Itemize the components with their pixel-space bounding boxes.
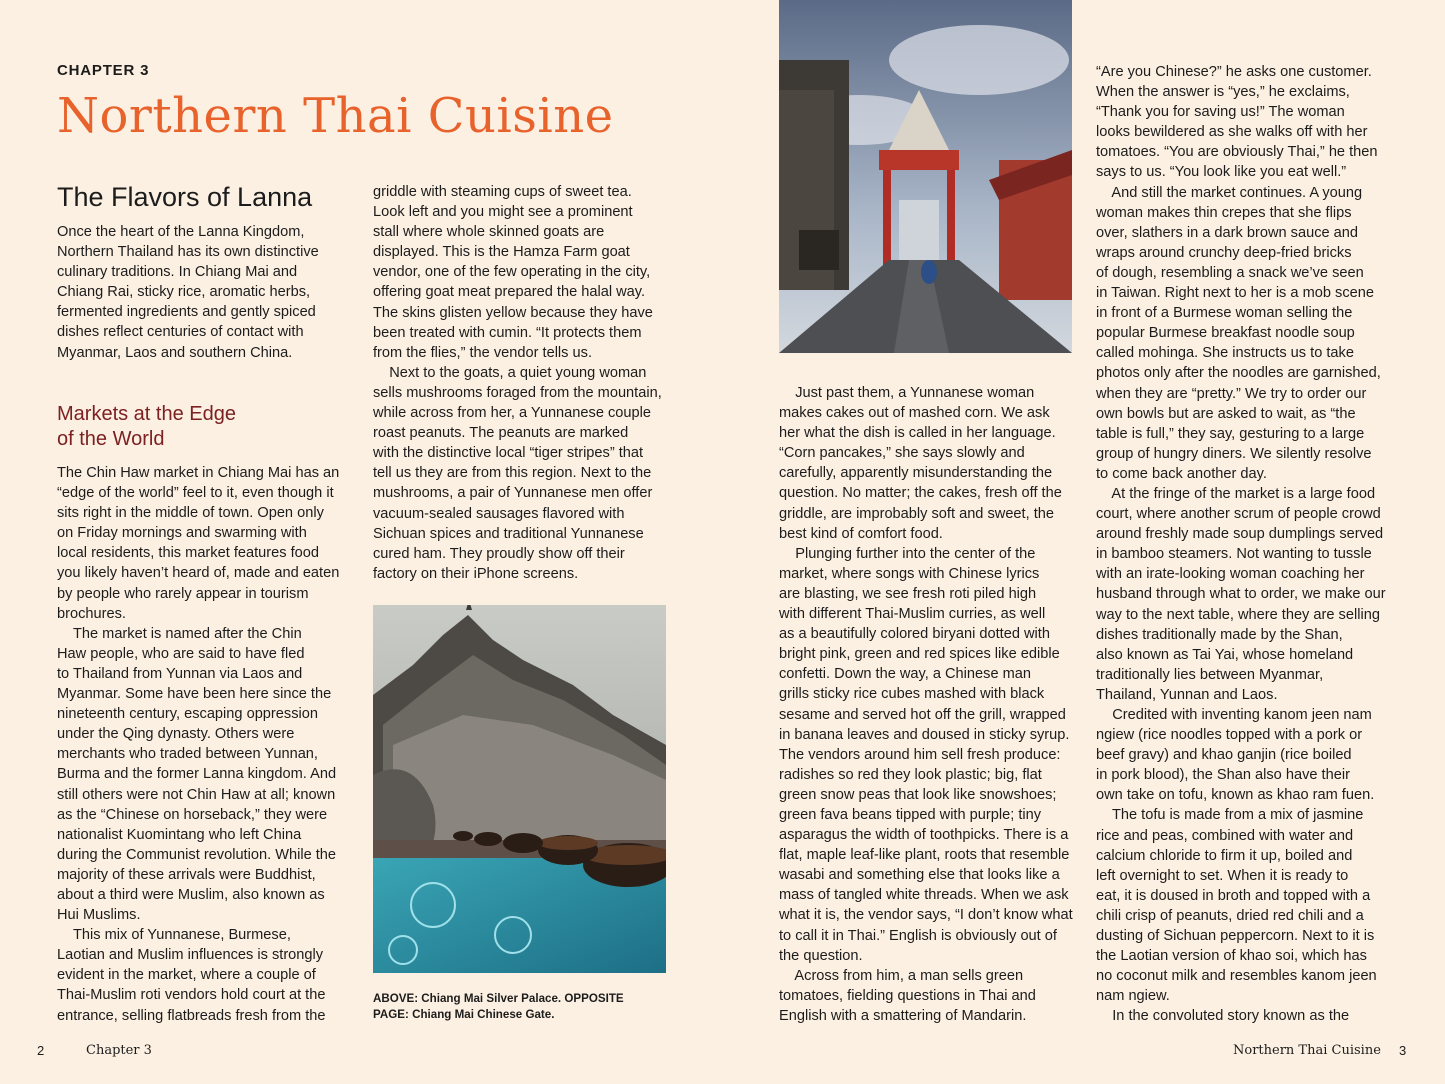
column-3-body	[779, 383, 1079, 1026]
text-line: The skins glisten yellow because they have	[373, 304, 653, 321]
chinese-gate-photo	[779, 0, 1072, 353]
text-line: Laotian and Muslim influences is strongly	[57, 947, 324, 964]
gate-illustration	[779, 0, 1072, 353]
silver-palace-photo	[373, 605, 666, 973]
text-line: merchants who traded between Yunnan,	[57, 746, 318, 763]
text-line: ngiew (rice noodles topped with a pork or	[1096, 727, 1363, 744]
text-line: Chiang Rai, sticky rice, aromatic herbs,	[57, 284, 311, 301]
text-line: to come back another day.	[1096, 465, 1267, 482]
text-line: from the flies,” the vendor tells us.	[373, 344, 592, 361]
text-line: in bamboo steamers. Not wanting to tussle	[1096, 546, 1372, 563]
text-line: confetti. Down the way, a Chinese man	[779, 666, 1032, 683]
text-line: while across from her, a Yunnanese couple	[373, 405, 651, 422]
text-line: over, slathers in a dark brown sauce and	[1096, 224, 1359, 241]
text-line: And still the market continues. A young	[1096, 184, 1363, 201]
text-line: no coconut milk and resembles kanom jeen	[1096, 968, 1377, 985]
text-line: popular Burmese breakfast noodle soup	[1096, 325, 1355, 342]
text-line: “Thank you for saving us!” The woman	[1096, 104, 1345, 121]
text-line: cured ham. They proudly show off their	[373, 545, 625, 562]
text-line: mass of tangled white threads. When we ask	[779, 887, 1069, 904]
text-line: Look left and you might see a prominent	[373, 204, 633, 221]
text-line: dishes traditionally made by the Shan,	[1096, 626, 1343, 643]
page-title: Northern Thai Cuisine	[57, 88, 614, 144]
text-line: nationalist Kuomintang who left China	[57, 826, 302, 843]
text-line: been treated with cumin. “It protects them	[373, 324, 642, 341]
text-line: Hui Muslims.	[57, 907, 141, 924]
text-line: with the distinctive local “tiger stripes” that	[373, 445, 644, 462]
text-line: under the Qing dynasty. Others were	[57, 726, 295, 743]
text-line: to call it in Thai.” English is obviously out of	[779, 927, 1057, 944]
section-heading-markets: Markets at the Edge of the World	[57, 403, 236, 450]
text-line: At the fringe of the market is a large food	[1096, 485, 1376, 502]
text-line: eat, it is doused in broth and topped with a	[1096, 887, 1371, 904]
text-line: woman makes thin crepes that she flips	[1096, 204, 1352, 221]
text-line: sits right in the middle of town. Open only	[57, 505, 324, 522]
text-line: The market is named after the Chin	[57, 625, 302, 642]
text-line: way to the next table, where they are selling	[1096, 606, 1380, 623]
text-line: rice and peas, combined with water and	[1096, 827, 1354, 844]
text-line: English with a smattering of Mandarin.	[779, 1007, 1027, 1024]
text-line: displayed. This is the Hamza Farm goat	[373, 244, 630, 261]
text-line: around freshly made soup dumplings served	[1096, 526, 1384, 543]
text-line: to Thailand from Yunnan via Laos and	[57, 665, 303, 682]
left-running-footer: Chapter 3	[86, 1043, 152, 1058]
text-line: table is full,” they say, gesturing to a large	[1096, 425, 1365, 442]
text-line: calcium chloride to firm it up, boiled and	[1096, 847, 1353, 864]
text-line: wraps around crunchy deep-fried bricks	[1096, 244, 1352, 261]
column-2-body	[373, 182, 673, 584]
text-line: sesame and served hot off the grill, wrapped	[779, 706, 1066, 723]
text-line: wasabi and something else that looks like a	[779, 867, 1060, 884]
column-4-body	[1096, 62, 1396, 1027]
text-line: roast peanuts. The peanuts are marked	[373, 425, 629, 442]
text-line: grills sticky rice cubes mashed with black	[779, 686, 1045, 703]
text-line: stall where whole skinned goats are	[373, 224, 605, 241]
text-line: own bowls but are asked to wait, as “the	[1096, 405, 1356, 422]
text-line: says to us. “You look like you eat well.”	[1096, 164, 1347, 181]
text-line: group of hungry diners. We silently resolve	[1096, 445, 1372, 462]
text-line: sells mushrooms foraged from the mountain,	[373, 384, 662, 401]
left-page-number: 2	[37, 1043, 45, 1058]
text-line: This mix of Yunnanese, Burmese,	[57, 927, 291, 944]
text-line: Across from him, a man sells green	[779, 967, 1024, 984]
text-line: Just past them, a Yunnanese woman	[779, 385, 1035, 401]
text-line: the question.	[779, 947, 863, 964]
text-line: about a third were Muslim, also known as	[57, 886, 325, 903]
text-line: makes cakes out of mashed corn. We ask	[779, 405, 1050, 422]
text-line: as a beautifully colored biryani dotted with	[779, 626, 1050, 643]
text-line: her what the dish is called in her language.	[779, 425, 1056, 442]
text-line: In the convoluted story known as the	[1096, 1008, 1350, 1025]
text-line: factory on their iPhone screens.	[373, 565, 579, 582]
text-line: best kind of comfort food.	[779, 525, 943, 542]
text-line: asparagus the width of toothpicks. There is a	[779, 827, 1069, 844]
text-line: what it is, the vendor says, “I don’t know what	[779, 907, 1073, 924]
text-line: photos only after the noodles are garnished,	[1096, 365, 1381, 382]
text-line: of dough, resembling a snack we’ve seen	[1096, 264, 1364, 281]
text-line: When the answer is “yes,” he exclaims,	[1096, 84, 1350, 101]
text-line: “Corn pancakes,” she says slowly and	[779, 445, 1025, 462]
text-line: Plunging further into the center of the	[779, 545, 1036, 562]
text-line: on Friday mornings and swarming with	[57, 525, 307, 542]
text-line: when they are “pretty.” We try to order our	[1096, 385, 1367, 402]
text-line: local residents, this market features food	[57, 545, 320, 562]
intro-paragraph	[57, 222, 357, 363]
right-page-number: 3	[1399, 1043, 1407, 1058]
section-heading-flavors: The Flavors of Lanna	[57, 182, 313, 212]
text-line: in pork blood), the Shan also have their	[1096, 767, 1350, 784]
text-line: are blasting, we see fresh roti piled high	[779, 585, 1037, 602]
text-line: own take on tofu, known as khao ram fuen.	[1096, 787, 1375, 804]
text-line: offering goat meat prepared the halal way.	[373, 284, 646, 301]
text-line: griddle with steaming cups of sweet tea.	[373, 184, 632, 200]
text-line: beef gravy) and khao ganjin (rice boiled	[1096, 747, 1352, 764]
photo-caption: ABOVE: Chiang Mai Silver Palace. OPPOSITE PAGE: Chiang Mai Chinese Gate.	[373, 992, 624, 1021]
text-line: Burma and the former Lanna kingdom. And	[57, 766, 337, 783]
text-line: Sichuan spices and traditional Yunnanese	[373, 525, 644, 542]
text-line: “Are you Chinese?” he asks one customer.	[1096, 64, 1372, 80]
text-line: court, where another scrum of people crowd	[1096, 506, 1381, 523]
text-line: market, where songs with Chinese lyrics	[779, 565, 1040, 582]
text-line: culinary traditions. In Chiang Mai and	[57, 264, 298, 281]
text-line: radishes so red they look plastic; big, flat	[779, 766, 1042, 783]
text-line: evident in the market, where a couple of	[57, 967, 316, 984]
text-line: The vendors around him sell fresh produce:	[779, 746, 1061, 763]
text-line: nam ngiew.	[1096, 988, 1170, 1005]
text-line: mushrooms, a pair of Yunnanese men offer	[373, 485, 653, 502]
text-line: still others were not Chin Haw at all; known	[57, 786, 336, 803]
text-line: brochures.	[57, 605, 126, 622]
right-running-footer: Northern Thai Cuisine	[1233, 1043, 1381, 1058]
temple-illustration	[373, 605, 666, 973]
text-line: called mohinga. She instructs us to take	[1096, 345, 1354, 362]
text-line: Once the heart of the Lanna Kingdom,	[57, 224, 305, 240]
text-line: nineteenth century, escaping oppression	[57, 706, 318, 723]
text-line: Myanmar, Laos and southern China.	[57, 344, 293, 361]
text-line: Northern Thailand has its own distinctive	[57, 244, 319, 261]
text-line: Thailand, Yunnan and Laos.	[1096, 686, 1278, 703]
text-line: during the Communist revolution. While the	[57, 846, 337, 863]
text-line: Thai-Muslim roti vendors hold court at the	[57, 987, 326, 1004]
text-line: tomatoes, fielding questions in Thai and	[779, 987, 1036, 1004]
text-line: green snow peas that look like snowshoes;	[779, 786, 1057, 803]
text-line: tomatoes. “You are obviously Thai,” he then	[1096, 144, 1378, 161]
text-line: as the “Chinese on horseback,” they were	[57, 806, 328, 823]
text-line: husband through what to order, we make our	[1096, 586, 1386, 603]
text-line: question. No matter; the cakes, fresh off the	[779, 485, 1062, 502]
text-line: by people who rarely appear in tourism	[57, 585, 309, 602]
text-line: The tofu is made from a mix of jasmine	[1096, 807, 1364, 824]
text-line: flat, maple leaf-like plant, roots that resemble	[779, 847, 1070, 864]
text-line: in Taiwan. Right next to her is a mob scene	[1096, 285, 1374, 302]
text-line: Myanmar. Some have been here since the	[57, 686, 332, 703]
text-line: majority of these arrivals were Buddhist,	[57, 866, 316, 883]
text-line: left overnight to set. When it is ready to	[1096, 867, 1349, 884]
text-line: traditionally lies between Myanmar,	[1096, 666, 1324, 683]
text-line: looks bewildered as she walks off with her	[1096, 124, 1368, 141]
text-line: with an irate-looking woman coaching her	[1096, 566, 1365, 583]
text-line: “edge of the world” feel to it, even though it	[57, 485, 334, 502]
text-line: also known as Tai Yai, whose homeland	[1096, 646, 1354, 663]
text-line: dusting of Sichuan peppercorn. Next to it is	[1096, 928, 1375, 945]
text-line: The Chin Haw market in Chiang Mai has an	[57, 465, 340, 481]
text-line: in banana leaves and doused in sticky syrup.	[779, 726, 1070, 743]
text-line: chili crisp of peanuts, dried red chili and a	[1096, 907, 1364, 924]
text-line: green fava beans tipped with purple; tiny	[779, 806, 1042, 823]
text-line: vacuum-sealed sausages flavored with	[373, 505, 625, 522]
text-line: vendor, one of the few operating in the city,	[373, 264, 651, 281]
text-line: carefully, apparently misunderstanding the	[779, 465, 1053, 482]
text-line: in front of a Burmese woman selling the	[1096, 305, 1353, 322]
text-line: Haw people, who are said to have fled	[57, 645, 305, 662]
column-1-body	[57, 463, 357, 1026]
text-line: fermented ingredients and gently spiced	[57, 304, 316, 321]
text-line: griddle, are improbably soft and sweet, the	[779, 505, 1055, 522]
text-line: Credited with inventing kanom jeen nam	[1096, 707, 1372, 723]
text-line: you likely haven’t heard of, made and eaten	[57, 565, 340, 582]
text-line: with different Thai-Muslim curries, as well	[779, 606, 1046, 623]
text-line: dishes reflect centuries of contact with	[57, 324, 304, 341]
text-line: tell us they are from this region. Next to the	[373, 465, 652, 482]
chapter-label: CHAPTER 3	[57, 62, 150, 79]
text-line: bright pink, green and red spices like edible	[779, 646, 1060, 663]
text-line: entrance, selling flatbreads fresh from the	[57, 1007, 326, 1024]
text-line: the Laotian version of khao soi, which has	[1096, 948, 1367, 965]
text-line: Next to the goats, a quiet young woman	[373, 364, 647, 381]
